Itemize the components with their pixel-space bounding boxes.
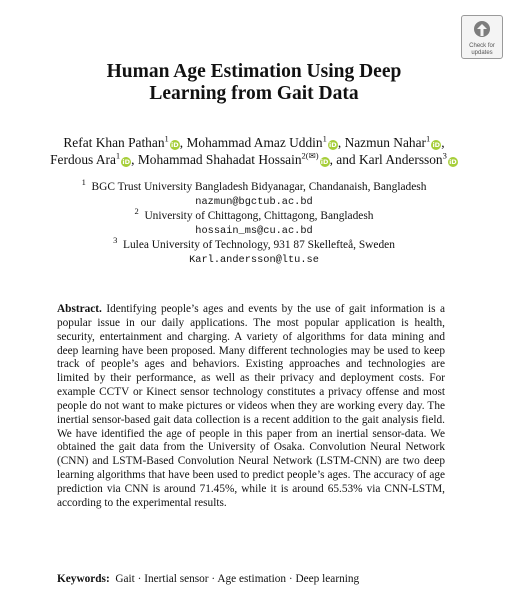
orcid-icon[interactable]: iD xyxy=(329,141,337,149)
author-separator: , xyxy=(337,135,345,150)
author xyxy=(186,135,337,150)
affiliation-text: Lulea University of Technology, 931 87 Skellefteå, Sweden xyxy=(123,239,395,251)
badge-line-1: Check for xyxy=(469,43,495,49)
author xyxy=(50,152,131,167)
affiliation-1 xyxy=(0,177,508,194)
badge-line-2: updates xyxy=(471,49,493,56)
author-affiliation-mark: 2(✉) xyxy=(301,150,319,161)
keyword-separator: · xyxy=(134,573,145,585)
orcid-icon[interactable]: iD xyxy=(122,158,130,166)
keywords xyxy=(57,572,457,586)
orcid-icon[interactable]: iD xyxy=(320,158,329,166)
affiliation-3-email[interactable]: Karl.andersson@ltu.se xyxy=(189,254,319,266)
orcid-icon[interactable]: iD xyxy=(432,141,441,149)
author-name: Mohammad Shahadat Hossain xyxy=(137,152,302,167)
author-affiliation-mark: 1 xyxy=(322,133,327,144)
affiliation-3 xyxy=(0,235,508,252)
author-separator: , xyxy=(131,152,138,167)
affiliation-2 xyxy=(0,206,508,223)
author-name: Ferdous Ara xyxy=(50,152,116,167)
author-separator: , and xyxy=(329,152,359,167)
author xyxy=(63,135,179,150)
keyword-separator: · xyxy=(286,573,296,585)
keyword: Deep learning xyxy=(295,573,360,585)
badge-label xyxy=(469,43,495,56)
affiliation-2-email[interactable]: hossain_ms@cu.ac.bd xyxy=(195,225,313,237)
keyword: Gait xyxy=(115,573,135,585)
author-list xyxy=(14,134,494,168)
abstract-text: Identifying people’s ages and events by the use of gait information is a popular issue in our daily applications. The most popular application is health, security, entertainment and charging. A variety of algorithms for data mining and deep learning have been proposed. Many different technologies may be used to keep track of people’s ages and behaviors. Existing approaches and technologies are limited by their performance, as well as their privacy and deployment costs. For example CCTV or Kinect sensor technology constitutes a privacy offense and most people do not want to make pictures or videos when they are working every day. The inertial sensor-based gait data collection is a recent addition to the gait analysis field. We have identified the age of people in this paper from an inertial sensor-data. We obtained the gait data from the University of Osaka. Convolution Neural Network (CNN) and LSTM-Based Convolution Neural Network (LSTM-CNN) are two deep learning algorithms that have been used to predict people’s ages. The accuracy of age prediction via CNN is around 71.45%, while it is around 65.53% via CNN-LSTM, according to the experimental results. xyxy=(57,303,445,509)
affiliation-1-email[interactable]: nazmun@bgctub.ac.bd xyxy=(195,196,313,208)
author xyxy=(359,152,458,167)
orcid-icon[interactable]: iD xyxy=(170,141,179,149)
affiliation-text: BGC Trust University Bangladesh Bidyanagar, Chandanaish, Bangladesh xyxy=(91,181,427,193)
orcid-icon[interactable]: iD xyxy=(449,158,457,166)
affiliation-text: University of Chittagong, Chittagong, Bangladesh xyxy=(144,210,374,222)
update-bookmark-icon xyxy=(472,20,492,42)
affiliation-number: 1 xyxy=(81,177,86,188)
author-affiliation-mark: 1 xyxy=(164,133,169,144)
abstract xyxy=(57,303,445,511)
author-separator: , xyxy=(179,135,187,150)
keywords-label: Keywords: xyxy=(57,573,110,585)
keyword-separator: · xyxy=(208,573,218,585)
affiliation-number: 3 xyxy=(113,235,118,246)
author-affiliation-mark: 3 xyxy=(442,150,447,161)
author xyxy=(138,152,330,167)
paper-title xyxy=(0,61,508,105)
affiliation-number: 2 xyxy=(134,206,139,217)
title-line-2: Learning from Gait Data xyxy=(149,83,359,104)
author xyxy=(344,133,445,150)
author-affiliation-mark: 1 xyxy=(426,133,431,144)
author-name: Refat Khan Pathan xyxy=(63,135,165,150)
author-separator: , xyxy=(441,135,445,150)
author-name: Mohammad Amaz Uddin xyxy=(186,135,323,150)
keyword: Inertial sensor xyxy=(144,573,209,585)
check-for-updates-badge[interactable] xyxy=(461,15,503,59)
author-name: Nazmun Nahar xyxy=(344,135,426,150)
abstract-label: Abstract. xyxy=(57,303,102,315)
keyword: Age estimation xyxy=(217,573,287,585)
author-affiliation-mark: 1 xyxy=(115,150,121,161)
author-name: Karl Andersson xyxy=(358,152,443,167)
title-line-1: Human Age Estimation Using Deep xyxy=(106,61,402,82)
